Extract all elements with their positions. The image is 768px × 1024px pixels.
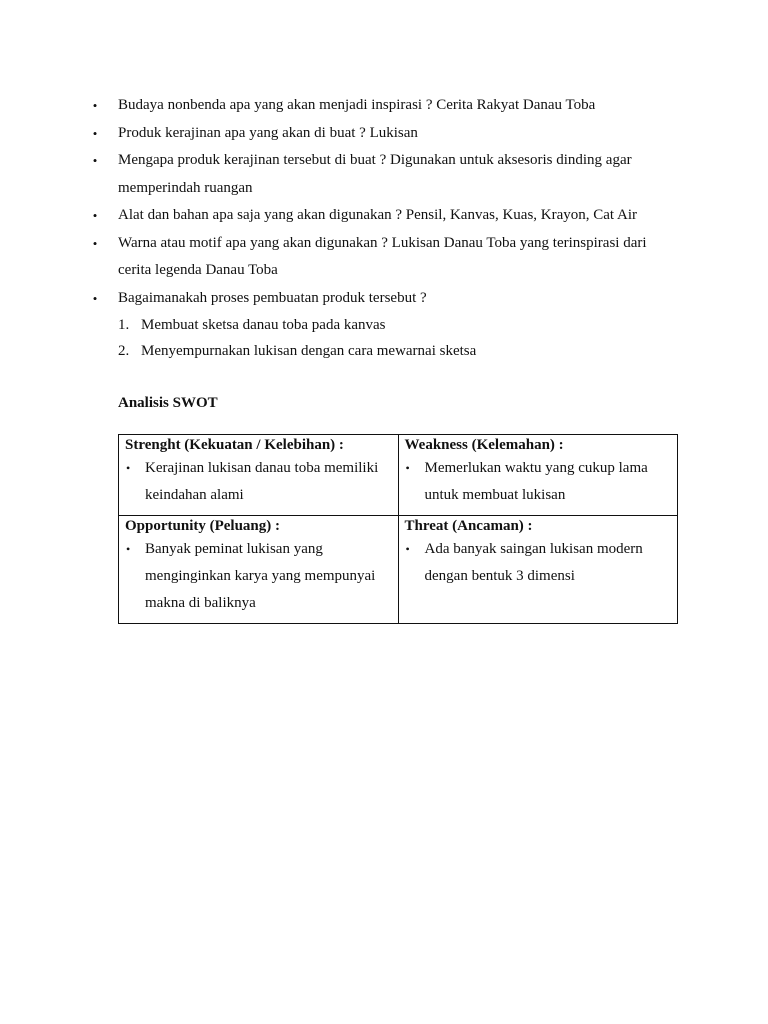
bullet-icon: • [92, 290, 98, 306]
bullet-icon: • [405, 542, 410, 556]
weakness-title: Weakness (Kelemahan) : [404, 437, 564, 453]
bullet-icon: • [92, 98, 98, 113]
list-item [90, 285, 670, 365]
step-number: 2. [118, 343, 130, 359]
list-item-text: Warna atau motif apa yang akan digunakan ? Lukisan Danau Toba yang terinspirasi dari cerita legenda Danau Toba [118, 234, 647, 278]
bullet-icon: • [92, 208, 98, 223]
bullet-icon: • [92, 125, 98, 141]
opportunity-cell [119, 516, 399, 624]
list-item [405, 455, 672, 509]
list-item [125, 536, 392, 617]
list-item-text: Budaya nonbenda apa yang akan menjadi inspirasi ? Cerita Rakyat Danau Toba [118, 97, 596, 113]
weakness-cell [398, 435, 678, 516]
opportunity-item-text: Banyak peminat lukisan yang menginginkan karya yang mempunyai makna di baliknya [145, 541, 376, 611]
list-item [90, 92, 670, 120]
strength-item-text: Kerajinan lukisan danau toba memiliki keindahan alami [145, 460, 379, 503]
list-item-text: Produk kerajinan apa yang akan di buat ? Lukisan [118, 124, 418, 141]
opportunity-title: Opportunity (Peluang) : [125, 518, 281, 534]
table-row [119, 435, 678, 516]
weakness-list [405, 455, 672, 509]
process-steps [118, 312, 670, 364]
threat-list [405, 536, 672, 590]
step-item [118, 338, 670, 364]
step-text: Membuat sketsa danau toba pada kanvas [141, 317, 386, 333]
weakness-item-text: Memerlukan waktu yang cukup lama untuk membuat lukisan [424, 460, 648, 503]
opportunity-list [125, 536, 392, 617]
bullet-icon: • [126, 542, 131, 556]
question-list [90, 92, 670, 364]
threat-title: Threat (Ancaman) : [404, 518, 533, 534]
table-row [119, 516, 678, 624]
list-item [90, 120, 670, 148]
bullet-icon: • [92, 153, 98, 168]
strength-title: Strenght (Kekuatan / Kelebihan) : [125, 437, 344, 453]
list-item-text: Mengapa produk kerajinan tersebut di buat ? Digunakan untuk aksesoris dinding agar memperindah ruangan [118, 152, 632, 196]
list-item [125, 455, 392, 509]
swot-table [118, 434, 678, 624]
strength-cell [119, 435, 399, 516]
list-item [90, 147, 670, 202]
threat-cell [398, 516, 678, 624]
list-item [90, 202, 670, 230]
list-item [90, 230, 670, 285]
bullet-icon: • [92, 235, 98, 251]
bullet-icon: • [405, 461, 410, 475]
list-item-text: Alat dan bahan apa saja yang akan digunakan ? Pensil, Kanvas, Kuas, Krayon, Cat Air [118, 207, 638, 223]
list-item [405, 536, 672, 590]
threat-item-text: Ada banyak saingan lukisan modern dengan bentuk 3 dimensi [424, 541, 643, 584]
bullet-icon: • [126, 461, 131, 475]
step-text: Menyempurnakan lukisan dengan cara mewarnai sketsa [141, 343, 477, 359]
list-item-text: Bagaimanakah proses pembuatan produk tersebut ? [118, 289, 427, 306]
step-number: 1. [118, 317, 130, 333]
swot-heading: Analisis SWOT [118, 395, 218, 411]
strength-list [125, 455, 392, 509]
step-item [118, 312, 670, 338]
